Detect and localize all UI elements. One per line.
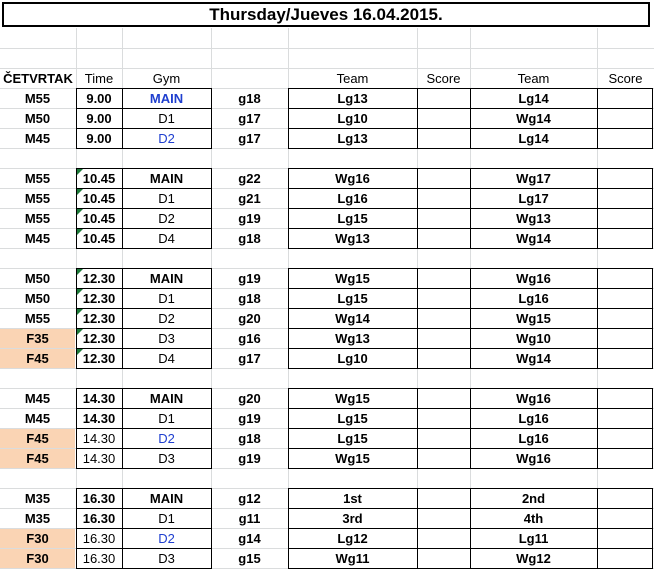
header-day[interactable]: ČETVRTAK [3, 70, 73, 86]
gym-cell[interactable]: MAIN [149, 490, 184, 506]
group-inner-divider [597, 388, 598, 468]
group-inner-line [76, 128, 211, 129]
time-cell[interactable]: 16.30 [82, 490, 116, 506]
team-home-cell[interactable]: Wg13 [335, 330, 370, 346]
time-cell[interactable]: 10.45 [82, 230, 116, 246]
gym-cell[interactable]: D3 [158, 330, 175, 346]
group-inner-line [76, 508, 211, 509]
time-cell[interactable]: 12.30 [82, 290, 116, 306]
team-away-cell[interactable]: Wg17 [516, 170, 551, 186]
group-inner-line [76, 348, 211, 349]
header-gym[interactable]: Gym [152, 70, 181, 86]
category-cell[interactable]: F45 [0, 349, 75, 368]
gym-cell[interactable]: MAIN [149, 390, 184, 406]
game-number-cell[interactable]: g18 [238, 290, 261, 306]
game-number-cell[interactable]: g19 [238, 210, 261, 226]
team-away-cell[interactable]: Lg16 [518, 430, 549, 446]
group-inner-divider [597, 488, 598, 568]
gym-cell[interactable]: D1 [158, 110, 175, 126]
group-inner-divider [122, 88, 123, 148]
team-home-cell[interactable]: Lg10 [337, 350, 368, 366]
team-home-cell[interactable]: Wg16 [335, 170, 370, 186]
time-cell[interactable]: 9.00 [86, 130, 112, 146]
group-inner-divider [597, 88, 598, 148]
category-cell[interactable]: M45 [24, 131, 51, 146]
category-cell[interactable]: M50 [24, 111, 51, 126]
group-inner-divider [122, 168, 123, 248]
team-away-cell[interactable]: Lg16 [518, 290, 549, 306]
gym-cell[interactable]: D3 [158, 550, 175, 566]
team-away-cell[interactable]: Wg16 [516, 270, 551, 286]
category-cell[interactable]: M50 [24, 271, 51, 286]
gym-cell[interactable]: D1 [158, 410, 175, 426]
group-inner-divider [417, 168, 418, 248]
gym-cell[interactable]: D2 [158, 530, 175, 546]
team-home-cell[interactable]: Wg14 [335, 310, 370, 326]
team-away-cell[interactable]: Wg16 [516, 390, 551, 406]
group-border-time-gym [76, 88, 212, 149]
category-cell[interactable]: M45 [24, 391, 51, 406]
time-cell[interactable]: 9.00 [86, 90, 112, 106]
team-away-cell[interactable]: Lg16 [518, 410, 549, 426]
gym-cell[interactable]: D3 [158, 450, 175, 466]
category-cell[interactable]: M35 [24, 511, 51, 526]
gym-cell[interactable]: D4 [158, 230, 175, 246]
game-number-cell[interactable]: g19 [238, 450, 261, 466]
gym-cell[interactable]: D2 [158, 310, 175, 326]
team-home-cell[interactable]: Lg13 [337, 130, 368, 146]
game-number-cell[interactable]: g19 [238, 410, 261, 426]
time-cell[interactable]: 12.30 [82, 350, 116, 366]
category-cell[interactable]: M45 [24, 411, 51, 426]
game-number-cell[interactable]: g18 [238, 430, 261, 446]
group-inner-divider [470, 388, 471, 468]
group-inner-line [76, 528, 211, 529]
team-away-cell[interactable]: Lg17 [518, 190, 549, 206]
team-home-cell[interactable]: Wg15 [335, 450, 370, 466]
group-inner-line [76, 228, 211, 229]
time-cell[interactable]: 12.30 [82, 270, 116, 286]
group-inner-divider [597, 168, 598, 248]
header-time[interactable]: Time [84, 70, 114, 86]
group-inner-divider [417, 268, 418, 368]
gym-cell[interactable]: D2 [158, 430, 175, 446]
category-cell[interactable]: M45 [24, 231, 51, 246]
team-home-cell[interactable]: Lg15 [337, 210, 368, 226]
team-away-cell[interactable]: Wg15 [516, 310, 551, 326]
team-home-cell[interactable]: 3rd [342, 510, 363, 526]
time-cell[interactable]: 16.30 [82, 530, 116, 546]
group-inner-divider [122, 388, 123, 468]
game-number-cell[interactable]: g20 [238, 310, 261, 326]
team-home-cell[interactable]: Lg16 [337, 190, 368, 206]
category-cell[interactable]: M50 [24, 291, 51, 306]
group-inner-line [76, 208, 211, 209]
group-inner-line [76, 548, 211, 549]
category-cell[interactable]: F45 [0, 429, 75, 448]
group-inner-line [76, 108, 211, 109]
group-inner-divider [122, 268, 123, 368]
time-cell[interactable]: 10.45 [82, 210, 116, 226]
time-cell[interactable]: 10.45 [82, 170, 116, 186]
time-cell[interactable]: 16.30 [82, 550, 116, 566]
team-home-cell[interactable]: Lg10 [337, 110, 368, 126]
group-inner-divider [470, 488, 471, 568]
time-cell[interactable]: 14.30 [82, 410, 116, 426]
game-number-cell[interactable]: g15 [238, 550, 261, 566]
group-inner-divider [470, 88, 471, 148]
group-inner-divider [122, 488, 123, 568]
group-inner-line [76, 448, 211, 449]
team-away-cell[interactable]: Wg16 [516, 450, 551, 466]
time-cell[interactable]: 10.45 [82, 190, 116, 206]
time-cell[interactable]: 16.30 [82, 510, 116, 526]
group-inner-line [76, 328, 211, 329]
category-cell[interactable]: M55 [24, 191, 51, 206]
group-inner-divider [470, 268, 471, 368]
group-inner-divider [417, 488, 418, 568]
sheet-title[interactable]: Thursday/Jueves 16.04.2015. [2, 2, 650, 27]
team-away-cell[interactable]: 2nd [521, 490, 546, 506]
team-away-cell[interactable]: 4th [523, 510, 544, 526]
team-home-cell[interactable]: Lg15 [337, 410, 368, 426]
category-cell[interactable]: F30 [0, 529, 75, 548]
group-inner-divider [417, 388, 418, 468]
game-number-cell[interactable]: g19 [238, 270, 261, 286]
game-number-cell[interactable]: g17 [238, 130, 261, 146]
game-number-cell[interactable]: g21 [238, 190, 261, 206]
category-cell[interactable]: M35 [24, 491, 51, 506]
team-away-cell[interactable]: Wg14 [516, 110, 551, 126]
game-number-cell[interactable]: g18 [238, 230, 261, 246]
game-number-cell[interactable]: g11 [238, 510, 261, 526]
time-cell[interactable]: 12.30 [82, 310, 116, 326]
gym-cell[interactable]: D2 [158, 130, 175, 146]
gym-cell[interactable]: D1 [158, 290, 175, 306]
category-cell[interactable]: M55 [24, 211, 51, 226]
game-number-cell[interactable]: g14 [238, 530, 261, 546]
group-inner-divider [597, 268, 598, 368]
time-cell[interactable]: 9.00 [86, 110, 112, 126]
gym-cell[interactable]: MAIN [149, 90, 184, 106]
team-home-cell[interactable]: Wg13 [335, 230, 370, 246]
team-home-cell[interactable]: Wg15 [335, 390, 370, 406]
game-number-cell[interactable]: g17 [238, 350, 261, 366]
group-inner-line [76, 408, 211, 409]
team-home-cell[interactable]: Wg15 [335, 270, 370, 286]
team-away-cell[interactable]: Wg13 [516, 210, 551, 226]
header-team-away[interactable]: Team [517, 70, 550, 86]
team-away-cell[interactable]: Lg14 [518, 130, 549, 146]
time-cell[interactable]: 14.30 [82, 430, 116, 446]
gym-cell[interactable]: MAIN [149, 170, 184, 186]
team-away-cell[interactable]: Wg14 [516, 230, 551, 246]
game-number-cell[interactable]: g18 [238, 90, 261, 106]
team-home-cell[interactable]: Lg15 [337, 430, 368, 446]
team-away-cell[interactable]: Wg14 [516, 350, 551, 366]
grid-line-horizontal [0, 48, 654, 49]
header-team-home[interactable]: Team [336, 70, 369, 86]
team-home-cell[interactable]: Lg12 [337, 530, 368, 546]
group-inner-line [76, 288, 211, 289]
game-number-cell[interactable]: g22 [238, 170, 261, 186]
game-number-cell[interactable]: g20 [238, 390, 261, 406]
group-border-time-gym [76, 268, 212, 369]
header-score-home[interactable]: Score [426, 70, 461, 86]
time-cell[interactable]: 14.30 [82, 450, 116, 466]
category-cell[interactable]: F35 [0, 329, 75, 348]
team-home-cell[interactable]: Wg11 [335, 550, 370, 566]
team-away-cell[interactable]: Lg11 [518, 530, 549, 546]
gym-cell[interactable]: MAIN [149, 270, 184, 286]
game-number-cell[interactable]: g12 [238, 490, 261, 506]
group-inner-line [76, 428, 211, 429]
gym-cell[interactable]: D4 [158, 350, 175, 366]
team-home-cell[interactable]: Lg13 [337, 90, 368, 106]
gym-cell[interactable]: D1 [158, 510, 175, 526]
team-away-cell[interactable]: Wg10 [516, 330, 551, 346]
team-away-cell[interactable]: Wg12 [516, 550, 551, 566]
category-cell[interactable]: F45 [0, 449, 75, 468]
time-cell[interactable]: 14.30 [82, 390, 116, 406]
category-cell[interactable]: M55 [24, 171, 51, 186]
group-inner-divider [417, 88, 418, 148]
gym-cell[interactable]: D2 [158, 210, 175, 226]
team-home-cell[interactable]: Lg15 [337, 290, 368, 306]
header-score-away[interactable]: Score [608, 70, 643, 86]
group-inner-divider [470, 168, 471, 248]
team-home-cell[interactable]: 1st [343, 490, 362, 506]
game-number-cell[interactable]: g16 [238, 330, 261, 346]
category-cell[interactable]: F30 [0, 549, 75, 568]
game-number-cell[interactable]: g17 [238, 110, 261, 126]
gym-cell[interactable]: D1 [158, 190, 175, 206]
category-cell[interactable]: M55 [24, 91, 51, 106]
group-inner-line [76, 308, 211, 309]
time-cell[interactable]: 12.30 [82, 330, 116, 346]
category-cell[interactable]: M55 [24, 311, 51, 326]
group-inner-line [76, 188, 211, 189]
team-away-cell[interactable]: Lg14 [518, 90, 549, 106]
